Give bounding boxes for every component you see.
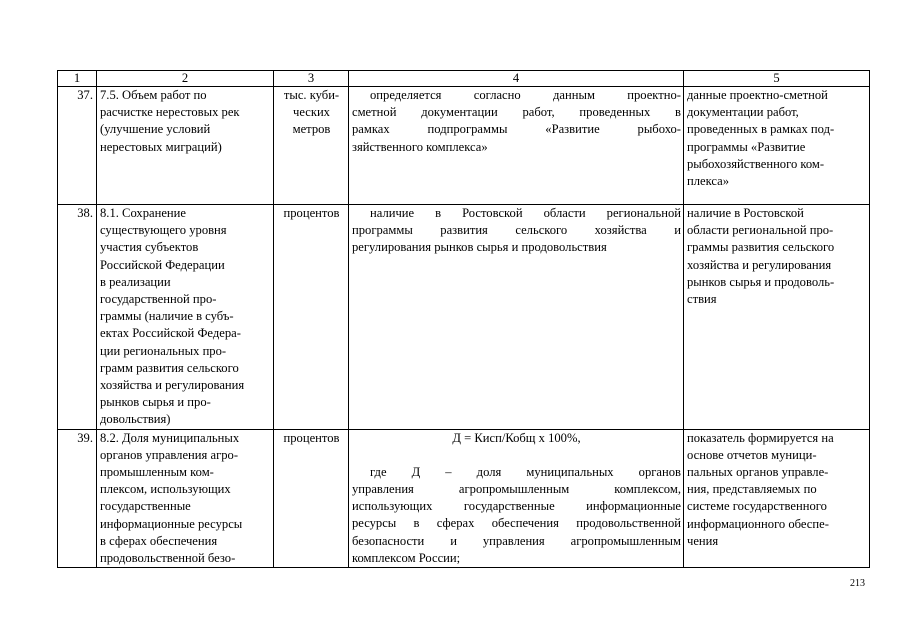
page-number: 213 — [850, 578, 865, 589]
source-line: проведенных в рамках под- — [687, 122, 835, 137]
source-cell — [684, 87, 870, 205]
method-line: управления агропромышленным комплексом, — [352, 482, 681, 497]
header-cell-3: 3 — [274, 71, 349, 87]
indicator-line: промышленным ком- — [100, 465, 214, 480]
source-line: плекса» — [687, 174, 730, 189]
method-line: сметной документации работ, проведенных в — [352, 105, 681, 120]
indicator-line: грамм развития сельского — [100, 360, 239, 375]
indicator-line: нерестовых миграций) — [100, 139, 222, 154]
unit-line: процентов — [283, 206, 340, 220]
row-number: 37. — [58, 87, 97, 205]
source-line: граммы развития сельского — [687, 240, 835, 255]
source-line: области региональной про- — [687, 223, 834, 238]
indicator-line: существующего уровня — [100, 223, 227, 238]
method-line: использующих государственные информационные — [352, 499, 681, 514]
source-line: основе отчетов муници- — [687, 447, 817, 462]
source-line: системе государственного — [687, 499, 827, 514]
indicator-line: 8.2. Доля муниципальных — [100, 430, 240, 445]
method-line: зяйственного комплекса» — [352, 139, 488, 154]
method-line: определяется согласно данным проектно- — [370, 88, 681, 102]
indicator-line: информационные ресурсы — [100, 516, 243, 531]
indicator-line: участия субъектов — [100, 240, 199, 255]
method-cell — [349, 87, 684, 205]
method-line: регулирования рынков сырья и продовольствия — [352, 240, 607, 255]
row-number: 38. — [58, 205, 97, 430]
document-table — [57, 70, 870, 568]
indicator-cell — [97, 429, 274, 568]
source-line: показатель формируется на — [687, 430, 834, 445]
method-cell — [349, 429, 684, 568]
unit-cell — [274, 87, 349, 205]
method-line: где Д – доля муниципальных органов — [370, 464, 681, 479]
indicator-line: довольствия) — [100, 412, 171, 427]
unit-line: ческих — [293, 105, 330, 120]
formula: Д = Кисп/Кобщ x 100%, — [452, 430, 581, 445]
indicator-line: государственной про- — [100, 292, 217, 307]
row-number: 39. — [58, 429, 97, 568]
unit-line: метров — [292, 122, 331, 137]
header-cell-1: 1 — [58, 71, 97, 87]
indicator-line: хозяйства и регулирования — [100, 378, 245, 393]
unit-line: тыс. куби- — [283, 88, 340, 102]
indicator-line: в сферах обеспечения — [100, 533, 218, 548]
table-row — [58, 205, 870, 430]
indicator-line: в реализации — [100, 274, 171, 289]
source-line: данные проектно-сметной — [687, 88, 828, 102]
indicator-line: расчистке нерестовых рек — [100, 105, 240, 120]
method-line: наличие в Ростовской области региональной — [370, 206, 681, 220]
source-cell — [684, 429, 870, 568]
unit-cell — [274, 205, 349, 430]
header-cell-5: 5 — [684, 71, 870, 87]
source-line: пальных органов управле- — [687, 465, 829, 480]
source-line: наличие в Ростовской — [687, 206, 804, 220]
indicator-cell — [97, 205, 274, 430]
method-line: комплексом России; — [352, 550, 461, 565]
method-line: безопасности и управления агропромышленным — [352, 533, 681, 548]
table-row — [58, 87, 870, 205]
source-line: программы «Развитие — [687, 139, 806, 154]
source-line: рыбохозяйственного ком- — [687, 156, 825, 171]
indicator-line: государственные — [100, 499, 191, 514]
header-cell-2: 2 — [97, 71, 274, 87]
source-line: документации работ, — [687, 105, 799, 120]
table-header-row — [58, 71, 870, 87]
unit-cell — [274, 429, 349, 568]
method-line: рамках подпрограммы «Развитие рыбохо- — [352, 122, 681, 137]
spacer — [352, 447, 681, 464]
indicator-line: ектах Российской Федера- — [100, 326, 241, 341]
method-line: ресурсы в сферах обеспечения продовольственной — [352, 516, 681, 531]
indicator-line: 7.5. Объем работ по — [100, 88, 207, 102]
indicator-cell — [97, 87, 274, 205]
source-line: чения — [687, 533, 719, 548]
table-row — [58, 429, 870, 568]
indicator-line: органов управления агро- — [100, 447, 239, 462]
unit-line: процентов — [283, 430, 340, 445]
header-cell-4: 4 — [349, 71, 684, 87]
indicator-line: граммы (наличие в субъ- — [100, 309, 234, 324]
indicator-line: (улучшение условий — [100, 122, 211, 137]
indicator-line: ции региональных про- — [100, 343, 227, 358]
source-cell — [684, 205, 870, 430]
indicator-line: рынков сырья и про- — [100, 395, 211, 410]
indicator-line: Российской Федерации — [100, 257, 225, 272]
source-line: ствия — [687, 292, 717, 307]
source-line: хозяйства и регулирования — [687, 257, 832, 272]
method-line: программы развития сельского хозяйства и — [352, 223, 681, 238]
indicator-line: продовольственной безо- — [100, 551, 236, 566]
indicator-line: плексом, использующих — [100, 482, 231, 497]
method-cell — [349, 205, 684, 430]
source-line: рынков сырья и продоволь- — [687, 274, 835, 289]
indicator-line: 8.1. Сохранение — [100, 206, 187, 220]
source-line: ния, представляемых по — [687, 482, 817, 497]
source-line: информационного обеспе- — [687, 516, 829, 531]
